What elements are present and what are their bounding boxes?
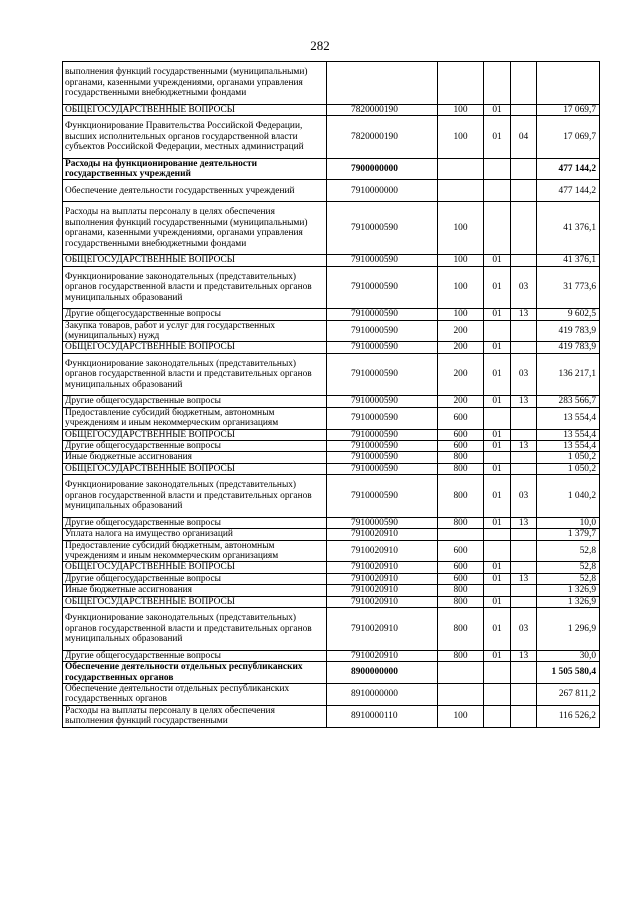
amount-cell: 1 296,9 bbox=[537, 608, 600, 651]
target-code-cell: 7910000590 bbox=[327, 452, 438, 463]
section-code-cell: 01 bbox=[484, 463, 511, 474]
table-row bbox=[63, 396, 600, 407]
target-code-cell: 7910000590 bbox=[327, 407, 438, 429]
section-code-cell: 01 bbox=[484, 429, 511, 440]
target-code-cell: 7910020910 bbox=[327, 596, 438, 607]
item-name-cell: ОБЩЕГОСУДАРСТВЕННЫЕ ВОПРОСЫ bbox=[63, 429, 327, 440]
expense-type-cell: 200 bbox=[438, 342, 484, 353]
item-name-cell: Функционирование законодательных (представительных) органов государственной власти и представительных органов муниципальных образований bbox=[63, 475, 327, 518]
item-name-cell: Расходы на выплаты персоналу в целях обеспечения выполнения функций государственными bbox=[63, 705, 327, 727]
subsection-code-cell: 13 bbox=[511, 309, 537, 320]
expense-type-cell bbox=[438, 158, 484, 180]
target-code-cell: 7910000590 bbox=[327, 429, 438, 440]
table-row bbox=[63, 342, 600, 353]
table-row bbox=[63, 562, 600, 573]
target-code-cell: 7910020910 bbox=[327, 608, 438, 651]
subsection-code-cell bbox=[511, 452, 537, 463]
amount-cell: 31 773,6 bbox=[537, 266, 600, 309]
expense-type-cell: 600 bbox=[438, 573, 484, 584]
expense-type-cell: 800 bbox=[438, 596, 484, 607]
section-code-cell: 01 bbox=[484, 309, 511, 320]
expense-type-cell: 100 bbox=[438, 266, 484, 309]
table-row bbox=[63, 353, 600, 396]
item-name-cell: Другие общегосударственные вопросы bbox=[63, 650, 327, 661]
target-code-cell: 7820000190 bbox=[327, 116, 438, 159]
subsection-code-cell bbox=[511, 255, 537, 266]
section-code-cell: 01 bbox=[484, 396, 511, 407]
table-row bbox=[63, 585, 600, 596]
subsection-code-cell: 03 bbox=[511, 266, 537, 309]
item-name-cell: Другие общегосударственные вопросы bbox=[63, 517, 327, 528]
subsection-code-cell bbox=[511, 705, 537, 727]
target-code-cell: 7910000590 bbox=[327, 266, 438, 309]
expense-type-cell bbox=[438, 62, 484, 105]
budget-table bbox=[62, 61, 600, 728]
expense-type-cell: 600 bbox=[438, 441, 484, 452]
item-name-cell: Предоставление субсидий бюджетным, автономным учреждениям и иным некоммерческим организациям bbox=[63, 540, 327, 562]
section-code-cell: 01 bbox=[484, 116, 511, 159]
table-row bbox=[63, 180, 600, 202]
item-name-cell: Обеспечение деятельности государственных учреждений bbox=[63, 180, 327, 202]
amount-cell: 1 326,9 bbox=[537, 585, 600, 596]
target-code-cell: 7910000590 bbox=[327, 441, 438, 452]
target-code-cell: 8900000000 bbox=[327, 662, 438, 684]
item-name-cell: Функционирование законодательных (представительных) органов государственной власти и представительных органов муниципальных образований bbox=[63, 608, 327, 651]
section-code-cell: 01 bbox=[484, 596, 511, 607]
subsection-code-cell bbox=[511, 585, 537, 596]
section-code-cell: 01 bbox=[484, 650, 511, 661]
section-code-cell: 01 bbox=[484, 475, 511, 518]
item-name-cell: Закупка товаров, работ и услуг для государственных (муниципальных) нужд bbox=[63, 320, 327, 342]
expense-type-cell: 800 bbox=[438, 650, 484, 661]
section-code-cell: 01 bbox=[484, 562, 511, 573]
table-row bbox=[63, 517, 600, 528]
target-code-cell: 7910000590 bbox=[327, 475, 438, 518]
item-name-cell: Расходы на выплаты персоналу в целях обеспечения выполнения функций государственными (муниципальными) органами, казенными учреждениями, органами управления государственными внебюджетными фондами bbox=[63, 202, 327, 255]
section-code-cell: 01 bbox=[484, 353, 511, 396]
budget-table-body bbox=[63, 62, 600, 728]
subsection-code-cell: 13 bbox=[511, 441, 537, 452]
table-row bbox=[63, 662, 600, 684]
item-name-cell: ОБЩЕГОСУДАРСТВЕННЫЕ ВОПРОСЫ bbox=[63, 596, 327, 607]
item-name-cell: ОБЩЕГОСУДАРСТВЕННЫЕ ВОПРОСЫ bbox=[63, 463, 327, 474]
amount-cell: 52,8 bbox=[537, 540, 600, 562]
target-code-cell: 7910000000 bbox=[327, 180, 438, 202]
section-code-cell: 01 bbox=[484, 104, 511, 115]
amount-cell: 136 217,1 bbox=[537, 353, 600, 396]
table-row bbox=[63, 650, 600, 661]
subsection-code-cell bbox=[511, 180, 537, 202]
expense-type-cell: 800 bbox=[438, 608, 484, 651]
expense-type-cell bbox=[438, 529, 484, 540]
subsection-code-cell: 03 bbox=[511, 608, 537, 651]
item-name-cell: ОБЩЕГОСУДАРСТВЕННЫЕ ВОПРОСЫ bbox=[63, 562, 327, 573]
expense-type-cell: 600 bbox=[438, 540, 484, 562]
table-row bbox=[63, 475, 600, 518]
expense-type-cell: 800 bbox=[438, 517, 484, 528]
target-code-cell: 8910000000 bbox=[327, 683, 438, 705]
amount-cell bbox=[537, 62, 600, 105]
table-row bbox=[63, 540, 600, 562]
amount-cell: 30,0 bbox=[537, 650, 600, 661]
amount-cell: 41 376,1 bbox=[537, 255, 600, 266]
amount-cell: 477 144,2 bbox=[537, 180, 600, 202]
expense-type-cell: 100 bbox=[438, 104, 484, 115]
target-code-cell: 7900000000 bbox=[327, 158, 438, 180]
table-row bbox=[63, 407, 600, 429]
subsection-code-cell bbox=[511, 62, 537, 105]
subsection-code-cell bbox=[511, 320, 537, 342]
item-name-cell: Другие общегосударственные вопросы bbox=[63, 309, 327, 320]
section-code-cell: 01 bbox=[484, 342, 511, 353]
section-code-cell bbox=[484, 62, 511, 105]
expense-type-cell: 100 bbox=[438, 116, 484, 159]
item-name-cell: Обеспечение деятельности отдельных республиканских государственных органов bbox=[63, 662, 327, 684]
expense-type-cell: 800 bbox=[438, 463, 484, 474]
table-row bbox=[63, 463, 600, 474]
target-code-cell: 7910020910 bbox=[327, 540, 438, 562]
item-name-cell: Функционирование законодательных (представительных) органов государственной власти и представительных органов муниципальных образований bbox=[63, 353, 327, 396]
table-row bbox=[63, 158, 600, 180]
expense-type-cell: 600 bbox=[438, 407, 484, 429]
amount-cell: 1 379,7 bbox=[537, 529, 600, 540]
table-row bbox=[63, 441, 600, 452]
expense-type-cell: 200 bbox=[438, 320, 484, 342]
target-code-cell: 7910000590 bbox=[327, 353, 438, 396]
subsection-code-cell: 13 bbox=[511, 396, 537, 407]
target-code-cell: 7910000590 bbox=[327, 255, 438, 266]
section-code-cell: 01 bbox=[484, 517, 511, 528]
table-row bbox=[63, 529, 600, 540]
target-code-cell: 7910020910 bbox=[327, 573, 438, 584]
expense-type-cell bbox=[438, 180, 484, 202]
target-code-cell: 7910000590 bbox=[327, 463, 438, 474]
item-name-cell: Иные бюджетные ассигнования bbox=[63, 585, 327, 596]
target-code-cell: 8910000110 bbox=[327, 705, 438, 727]
section-code-cell bbox=[484, 662, 511, 684]
subsection-code-cell bbox=[511, 429, 537, 440]
table-row bbox=[63, 104, 600, 115]
table-row bbox=[63, 116, 600, 159]
table-row bbox=[63, 705, 600, 727]
target-code-cell: 7820000190 bbox=[327, 104, 438, 115]
section-code-cell bbox=[484, 540, 511, 562]
amount-cell: 10,0 bbox=[537, 517, 600, 528]
page-number: 282 bbox=[310, 38, 330, 53]
table-row bbox=[63, 683, 600, 705]
expense-type-cell: 600 bbox=[438, 429, 484, 440]
amount-cell: 477 144,2 bbox=[537, 158, 600, 180]
amount-cell: 1 050,2 bbox=[537, 463, 600, 474]
subsection-code-cell bbox=[511, 202, 537, 255]
subsection-code-cell: 13 bbox=[511, 650, 537, 661]
item-name-cell: Уплата налога на имущество организаций bbox=[63, 529, 327, 540]
expense-type-cell: 100 bbox=[438, 202, 484, 255]
subsection-code-cell: 03 bbox=[511, 475, 537, 518]
expense-type-cell bbox=[438, 662, 484, 684]
section-code-cell bbox=[484, 320, 511, 342]
section-code-cell bbox=[484, 158, 511, 180]
amount-cell: 419 783,9 bbox=[537, 320, 600, 342]
subsection-code-cell bbox=[511, 158, 537, 180]
amount-cell: 1 040,2 bbox=[537, 475, 600, 518]
table-row bbox=[63, 255, 600, 266]
subsection-code-cell bbox=[511, 463, 537, 474]
section-code-cell bbox=[484, 683, 511, 705]
target-code-cell: 7910000590 bbox=[327, 342, 438, 353]
target-code-cell: 7910020910 bbox=[327, 585, 438, 596]
subsection-code-cell bbox=[511, 562, 537, 573]
section-code-cell bbox=[484, 180, 511, 202]
amount-cell: 116 526,2 bbox=[537, 705, 600, 727]
table-row bbox=[63, 608, 600, 651]
item-name-cell: Другие общегосударственные вопросы bbox=[63, 441, 327, 452]
item-name-cell: Иные бюджетные ассигнования bbox=[63, 452, 327, 463]
table-row bbox=[63, 309, 600, 320]
amount-cell: 13 554,4 bbox=[537, 441, 600, 452]
subsection-code-cell bbox=[511, 662, 537, 684]
amount-cell: 52,8 bbox=[537, 562, 600, 573]
expense-type-cell: 200 bbox=[438, 353, 484, 396]
item-name-cell: ОБЩЕГОСУДАРСТВЕННЫЕ ВОПРОСЫ bbox=[63, 104, 327, 115]
subsection-code-cell: 13 bbox=[511, 517, 537, 528]
section-code-cell: 01 bbox=[484, 573, 511, 584]
item-name-cell: Функционирование законодательных (представительных) органов государственной власти и представительных органов муниципальных образований bbox=[63, 266, 327, 309]
item-name-cell: Расходы на функционирование деятельности государственных учреждений bbox=[63, 158, 327, 180]
amount-cell: 13 554,4 bbox=[537, 407, 600, 429]
expense-type-cell: 600 bbox=[438, 562, 484, 573]
amount-cell: 9 602,5 bbox=[537, 309, 600, 320]
expense-type-cell: 800 bbox=[438, 452, 484, 463]
amount-cell: 267 811,2 bbox=[537, 683, 600, 705]
subsection-code-cell: 03 bbox=[511, 353, 537, 396]
amount-cell: 13 554,4 bbox=[537, 429, 600, 440]
section-code-cell bbox=[484, 585, 511, 596]
item-name-cell: Другие общегосударственные вопросы bbox=[63, 573, 327, 584]
item-name-cell: Другие общегосударственные вопросы bbox=[63, 396, 327, 407]
amount-cell: 283 566,7 bbox=[537, 396, 600, 407]
item-name-cell: ОБЩЕГОСУДАРСТВЕННЫЕ ВОПРОСЫ bbox=[63, 255, 327, 266]
subsection-code-cell bbox=[511, 342, 537, 353]
amount-cell: 1 050,2 bbox=[537, 452, 600, 463]
table-row bbox=[63, 320, 600, 342]
expense-type-cell bbox=[438, 683, 484, 705]
item-name-cell: Функционирование Правительства Российской Федерации, высших исполнительных органов государственной власти субъектов Российской Федерации, местных администраций bbox=[63, 116, 327, 159]
section-code-cell: 01 bbox=[484, 608, 511, 651]
item-name-cell: выполнения функций государственными (муниципальными) органами, казенными учреждениями, органами управления государственными внебюджетными фондами bbox=[63, 62, 327, 105]
subsection-code-cell bbox=[511, 683, 537, 705]
subsection-code-cell: 13 bbox=[511, 573, 537, 584]
table-row bbox=[63, 573, 600, 584]
table-row bbox=[63, 429, 600, 440]
target-code-cell: 7910000590 bbox=[327, 309, 438, 320]
section-code-cell bbox=[484, 452, 511, 463]
section-code-cell bbox=[484, 529, 511, 540]
item-name-cell: ОБЩЕГОСУДАРСТВЕННЫЕ ВОПРОСЫ bbox=[63, 342, 327, 353]
item-name-cell: Обеспечение деятельности отдельных республиканских государственных органов bbox=[63, 683, 327, 705]
section-code-cell bbox=[484, 705, 511, 727]
section-code-cell: 01 bbox=[484, 441, 511, 452]
table-row bbox=[63, 266, 600, 309]
target-code-cell: 7910000590 bbox=[327, 396, 438, 407]
section-code-cell bbox=[484, 202, 511, 255]
amount-cell: 17 069,7 bbox=[537, 116, 600, 159]
section-code-cell: 01 bbox=[484, 266, 511, 309]
target-code-cell: 7910020910 bbox=[327, 562, 438, 573]
expense-type-cell: 100 bbox=[438, 255, 484, 266]
expense-type-cell: 200 bbox=[438, 396, 484, 407]
section-code-cell bbox=[484, 407, 511, 429]
expense-type-cell: 800 bbox=[438, 475, 484, 518]
subsection-code-cell bbox=[511, 529, 537, 540]
target-code-cell: 7910020910 bbox=[327, 650, 438, 661]
amount-cell: 1 326,9 bbox=[537, 596, 600, 607]
target-code-cell: 7910000590 bbox=[327, 320, 438, 342]
subsection-code-cell bbox=[511, 540, 537, 562]
target-code-cell bbox=[327, 62, 438, 105]
amount-cell: 419 783,9 bbox=[537, 342, 600, 353]
subsection-code-cell bbox=[511, 407, 537, 429]
target-code-cell: 7910000590 bbox=[327, 202, 438, 255]
amount-cell: 52,8 bbox=[537, 573, 600, 584]
table-row bbox=[63, 596, 600, 607]
subsection-code-cell: 04 bbox=[511, 116, 537, 159]
item-name-cell: Предоставление субсидий бюджетным, автономным учреждениям и иным некоммерческим организациям bbox=[63, 407, 327, 429]
expense-type-cell: 800 bbox=[438, 585, 484, 596]
table-row bbox=[63, 452, 600, 463]
target-code-cell: 7910020910 bbox=[327, 529, 438, 540]
expense-type-cell: 100 bbox=[438, 309, 484, 320]
amount-cell: 41 376,1 bbox=[537, 202, 600, 255]
table-row bbox=[63, 202, 600, 255]
amount-cell: 1 505 580,4 bbox=[537, 662, 600, 684]
subsection-code-cell bbox=[511, 104, 537, 115]
section-code-cell: 01 bbox=[484, 255, 511, 266]
expense-type-cell: 100 bbox=[438, 705, 484, 727]
table-row bbox=[63, 62, 600, 105]
subsection-code-cell bbox=[511, 596, 537, 607]
amount-cell: 17 069,7 bbox=[537, 104, 600, 115]
target-code-cell: 7910000590 bbox=[327, 517, 438, 528]
